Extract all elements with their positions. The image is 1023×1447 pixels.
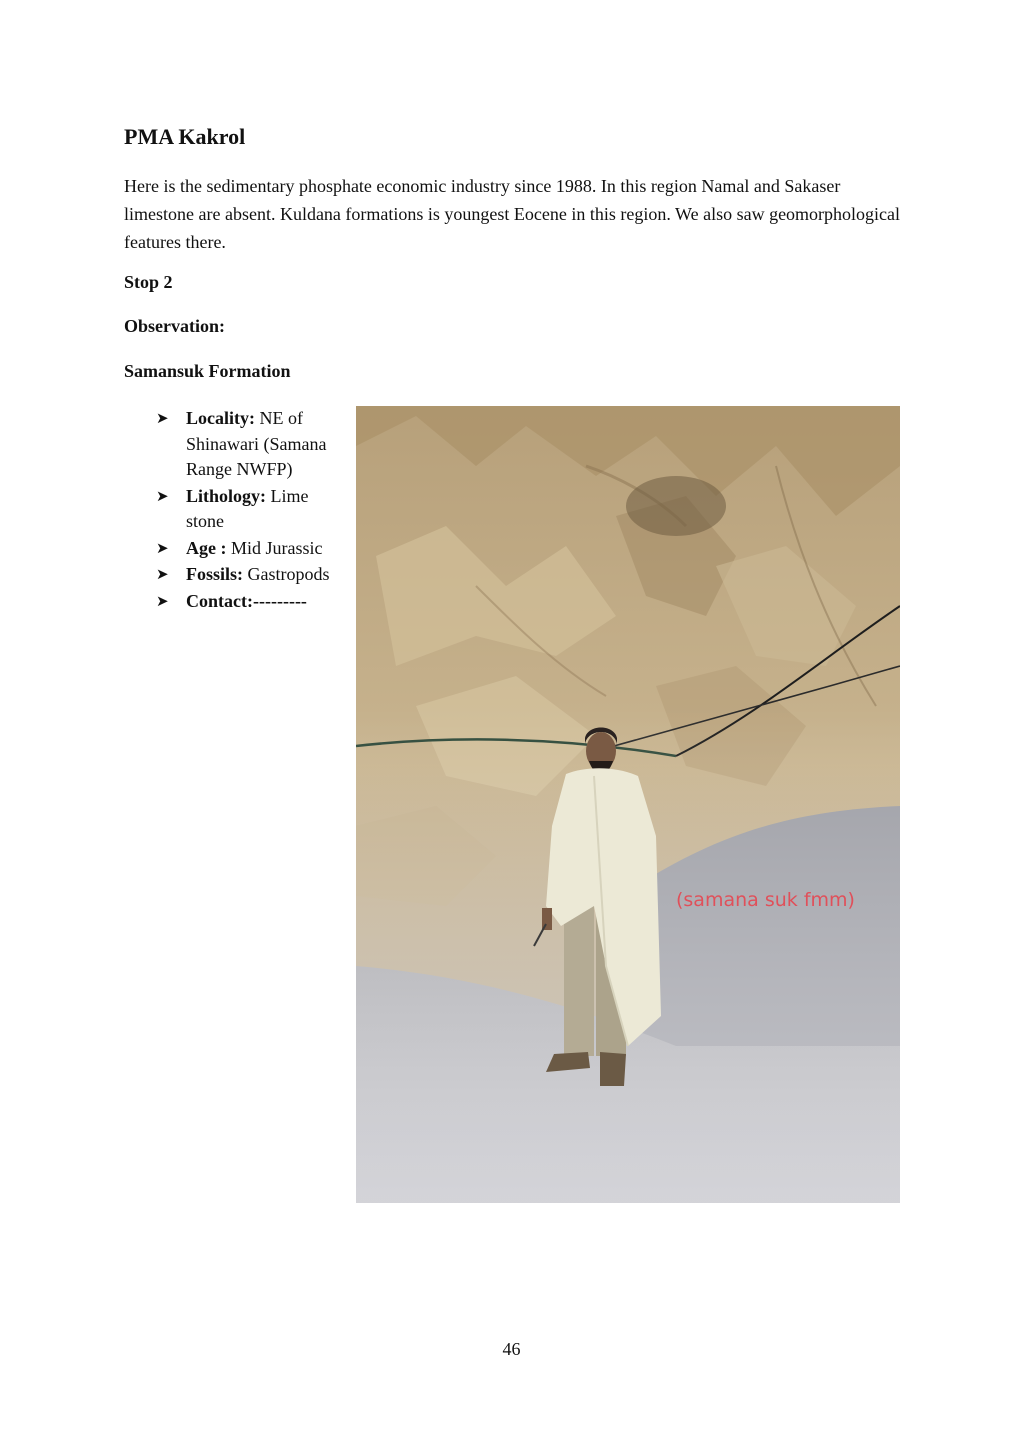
arrow-bullet-icon: ➤ [156, 538, 169, 557]
contact-key: Contact:--------- [186, 590, 307, 611]
list-item-locality [156, 406, 336, 483]
field-photo [356, 406, 900, 1203]
fossils-key: Fossils: [186, 564, 244, 584]
arrow-bullet-icon: ➤ [156, 591, 169, 610]
age-value: Mid Jurassic [226, 537, 323, 558]
list-item-fossils [156, 562, 336, 588]
field-photo-illustration [356, 406, 900, 1203]
locality-value: NE of Shinawari (Samana Range NWFP) [186, 408, 327, 479]
arrow-bullet-icon: ➤ [156, 565, 169, 583]
lithology-value: Lime stone [186, 485, 309, 531]
photo-caption: (samana suk fmm) [676, 889, 855, 911]
lithology-key: Lithology: [186, 485, 267, 506]
arrow-bullet-icon: ➤ [156, 486, 169, 505]
age-key: Age : [186, 537, 227, 558]
formation-label: Samansuk Formation [124, 361, 291, 381]
intro-paragraph: Here is the sedimentary phosphate economic industry since 1988. In this region Namal and Sakaser limestone are absent. Kuldana formations is youngest Eocene in this region. We also saw geomorphological features there. [124, 176, 901, 252]
section-heading: PMA Kakrol [124, 124, 246, 149]
locality-key: Locality: [186, 408, 255, 428]
list-item-contact [156, 589, 336, 615]
stop-label: Stop 2 [124, 272, 173, 292]
observation-label: Observation: [124, 316, 225, 336]
arrow-bullet-icon: ➤ [156, 409, 169, 427]
list-item-age [156, 536, 336, 562]
list-item-lithology [156, 484, 336, 535]
page-number: 46 [502, 1339, 521, 1359]
fossils-value: Gastropods [243, 564, 330, 584]
formation-details-list [156, 406, 336, 615]
